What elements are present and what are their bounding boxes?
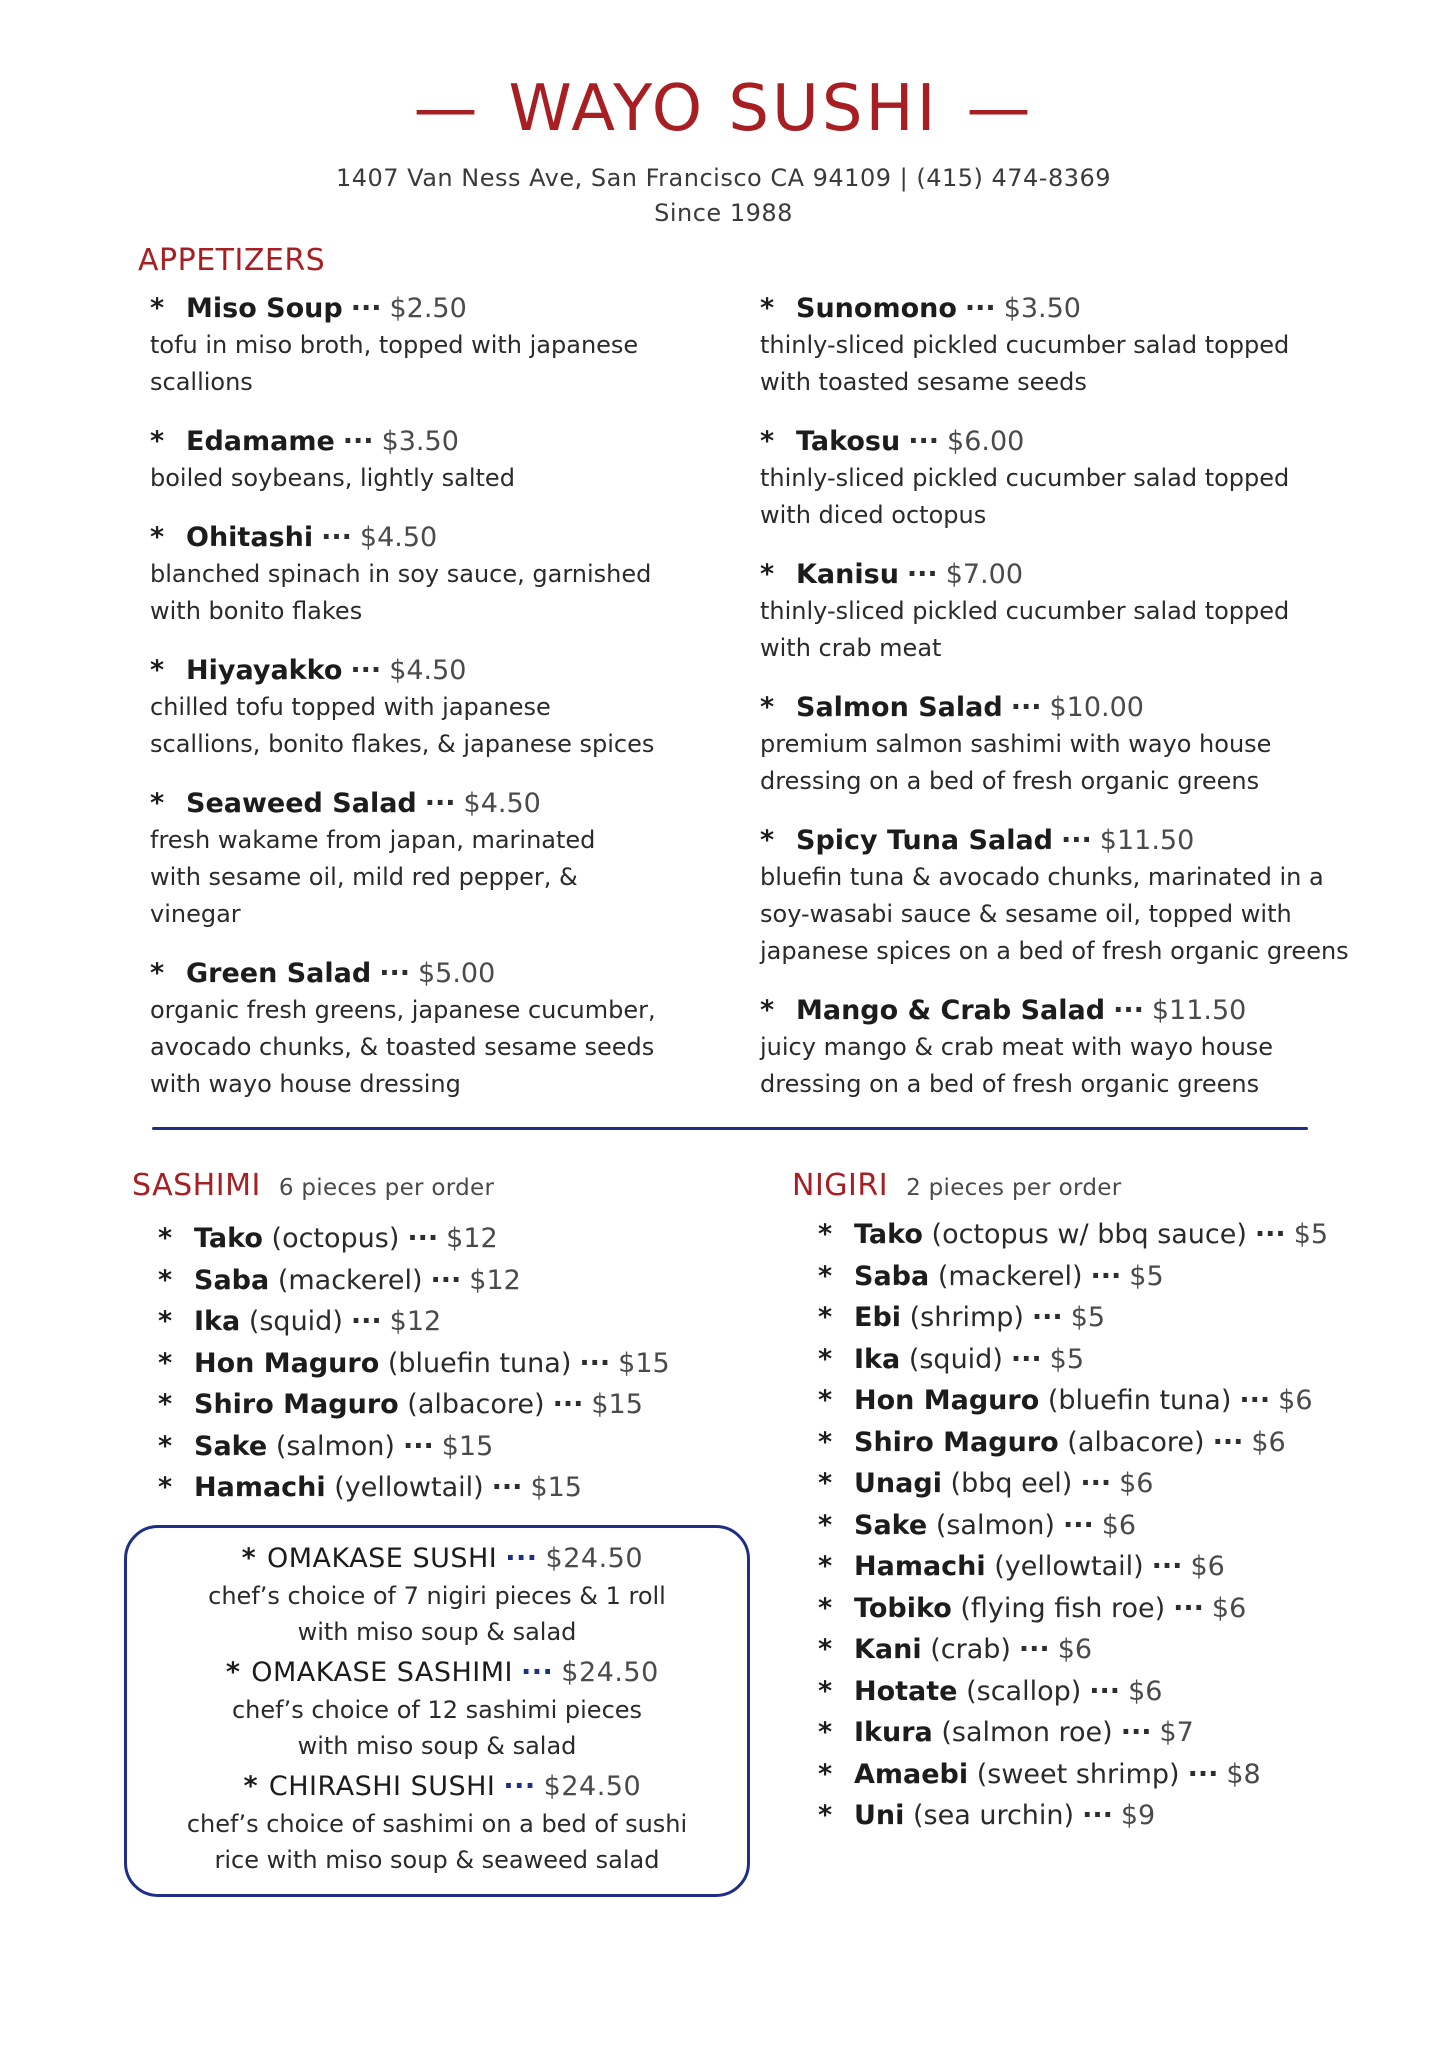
dots-separator: ··· [1080,1468,1112,1499]
special-item [124,1768,750,1878]
item-name: Hon Maguro [194,1347,380,1379]
item-description: soy-wasabi sauce & sesame oil, topped with [760,900,1292,928]
special-name: OMAKASE SASHIMI [251,1657,513,1688]
star-icon: * [818,1758,833,1790]
star-icon: * [150,522,165,553]
special-description: chef’s choice of 12 sashimi pieces [231,1696,643,1724]
item-description: dressing on a bed of fresh organic greens [760,1070,1260,1098]
item-detail: (sea urchin) [913,1800,1075,1831]
dots-separator: ··· [424,788,456,819]
special-description: with miso soup & salad [297,1732,577,1760]
dots-separator: ··· [321,522,352,553]
item-name: Hamachi [854,1551,986,1582]
item-description: scallions, bonito flakes, & japanese spices [150,730,655,758]
star-icon: * [818,1468,833,1499]
item-detail: (octopus w/ bbq sauce) [931,1219,1247,1250]
item-detail: (scallop) [966,1675,1082,1707]
list-item [818,1671,1378,1713]
star-icon: * [760,293,775,324]
star-icon: * [818,1219,833,1250]
special-name: OMAKASE SUSHI [266,1543,498,1574]
nigiri-heading [792,1168,1122,1203]
menu-item-line [760,556,1360,593]
item-price: $15 [530,1472,582,1503]
item-name: Seaweed Salad [186,788,417,819]
item-description: avocado chunks, & toasted sesame seeds [150,1033,655,1061]
star-icon: * [241,1543,257,1574]
star-icon: * [818,1509,833,1541]
item-price: $8 [1226,1758,1261,1790]
star-icon: * [158,1264,173,1296]
dots-separator: ··· [579,1347,611,1379]
since-line: Since 1988 [654,199,793,227]
star-icon: * [150,426,165,457]
item-price: $4.50 [463,788,541,819]
dots-separator: ··· [379,958,410,989]
item-name: Ebi [854,1302,902,1333]
item-name: Mango & Crab Salad [796,995,1106,1026]
dots-separator: ··· [906,559,938,590]
dots-separator: ··· [491,1472,523,1503]
special-item-line [124,1768,750,1806]
item-price: $6 [1101,1509,1137,1541]
menu-item [150,652,740,763]
star-icon: * [818,1302,833,1333]
item-detail: (salmon roe) [941,1717,1113,1748]
dots-separator: ··· [552,1389,584,1420]
list-item [818,1422,1378,1464]
list-item [158,1343,718,1385]
item-name: Ika [854,1343,901,1375]
section-divider [152,1127,1308,1130]
sashimi-heading [132,1168,494,1203]
item-description: blanched spinach in soy sauce, garnished [150,560,652,588]
item-name: Kani [854,1634,922,1665]
title-dash-right: — [966,72,1034,146]
item-price: $12 [389,1306,442,1337]
item-description: boiled soybeans, lightly salted [150,464,515,492]
dots-separator: ··· [1090,1260,1122,1292]
star-icon: * [158,1306,173,1337]
item-description: with sesame oil, mild red pepper, & [150,863,578,891]
dots-separator: ··· [1010,692,1042,723]
dots-separator: ··· [521,1657,554,1688]
list-item [818,1339,1378,1381]
item-detail: (yellowtail) [334,1472,484,1503]
menu-item [150,519,740,630]
item-description: fresh wakame from japan, marinated [150,826,596,854]
dots-separator: ··· [402,1430,434,1462]
item-description: tofu in miso broth, topped with japanese [150,331,639,359]
item-description: with wayo house dressing [150,1070,461,1098]
item-description: thinly-sliced pickled cucumber salad topped [760,597,1290,625]
star-icon: * [760,692,775,723]
item-detail: (octopus) [271,1223,400,1254]
star-icon: * [150,655,165,686]
item-name: Saba [194,1264,270,1296]
item-price: $10.00 [1049,692,1144,723]
special-price: $24.50 [545,1543,644,1574]
page-title [0,72,1447,146]
special-description: chef’s choice of sashimi on a bed of sushi [186,1810,688,1838]
item-description: thinly-sliced pickled cucumber salad topped [760,331,1290,359]
item-detail: (sweet shrimp) [976,1758,1180,1790]
item-name: Tako [194,1223,263,1254]
item-detail: (squid) [908,1343,1003,1375]
dots-separator: ··· [407,1223,439,1254]
dots-separator: ··· [1120,1717,1152,1748]
special-name: CHIRASHI SUSHI [268,1771,496,1802]
item-price: $6.00 [947,426,1025,457]
star-icon: * [818,1260,833,1292]
list-item [158,1301,718,1343]
item-description: with toasted sesame seeds [760,368,1087,396]
sashimi-note: 6 pieces per order [278,1175,495,1201]
item-detail: (yellowtail) [994,1551,1144,1582]
appetizers-heading [138,243,325,278]
item-description: with diced octopus [760,501,987,529]
star-icon: * [760,825,775,856]
special-item-line [124,1540,750,1578]
star-icon: * [150,958,165,989]
dots-separator: ··· [430,1264,462,1296]
item-detail: (flying fish roe) [960,1592,1166,1624]
menu-item-line [150,785,740,822]
list-item [818,1754,1378,1796]
item-name: Uni [854,1800,905,1831]
menu-item-line [150,423,740,460]
star-icon: * [243,1771,259,1802]
item-name: Miso Soup [186,293,343,324]
list-item [158,1426,718,1468]
item-price: $6 [1190,1551,1225,1582]
star-icon: * [150,788,165,819]
item-price: $3.50 [381,426,459,457]
menu-item-line [150,955,740,992]
item-price: $12 [446,1223,498,1254]
nigiri-list [818,1214,1378,1837]
item-price: $11.50 [1151,995,1247,1026]
sashimi-heading-label: SASHIMI [132,1168,261,1203]
star-icon: * [818,1343,833,1375]
dots-separator: ··· [1173,1592,1204,1624]
list-item [818,1795,1378,1837]
item-detail: (crab) [930,1634,1011,1665]
item-price: $12 [469,1264,521,1296]
special-item-line [124,1654,750,1692]
star-icon: * [818,1592,833,1624]
dots-separator: ··· [1187,1758,1219,1790]
item-price: $9 [1120,1800,1156,1831]
item-price: $2.50 [389,293,467,324]
star-icon: * [225,1657,241,1688]
item-description: japanese spices on a bed of fresh organic greens [760,937,1349,965]
sashimi-list [158,1218,718,1509]
item-name: Green Salad [186,958,372,989]
item-name: Tobiko [854,1592,952,1624]
item-description: organic fresh greens, japanese cucumber, [150,996,656,1024]
dots-separator: ··· [1239,1385,1271,1416]
item-name: Sake [194,1430,268,1462]
item-name: Sunomono [796,293,957,324]
nigiri-heading-label: NIGIRI [792,1168,889,1203]
star-icon: * [760,426,775,457]
dots-separator: ··· [1113,995,1144,1026]
special-item [124,1540,750,1650]
dots-separator: ··· [908,426,940,457]
item-name: Hon Maguro [854,1385,1040,1416]
item-name: Amaebi [854,1758,969,1790]
item-price: $15 [618,1347,670,1379]
item-price: $6 [1128,1675,1163,1707]
menu-item [760,290,1360,401]
item-name: Unagi [854,1468,942,1499]
dots-separator: ··· [350,293,382,324]
restaurant-name: WAYO SUSHI [508,72,939,146]
star-icon: * [818,1675,833,1707]
item-detail: (salmon) [275,1430,395,1462]
item-name: Ohitashi [186,522,314,553]
menu-item-line [150,290,740,327]
item-name: Salmon Salad [796,692,1003,723]
star-icon: * [760,559,775,590]
item-price: $6 [1119,1468,1154,1499]
dots-separator: ··· [1061,825,1092,856]
item-name: Edamame [186,426,335,457]
list-item [818,1297,1378,1339]
special-item [124,1654,750,1764]
special-description: with miso soup & salad [297,1618,577,1646]
item-name: Shiro Maguro [194,1389,399,1420]
dots-separator: ··· [1212,1426,1244,1458]
item-detail: (salmon) [935,1509,1055,1541]
item-description: with crab meat [760,634,942,662]
dots-separator: ··· [964,293,996,324]
menu-item [760,689,1360,800]
list-item [818,1380,1378,1422]
menu-item-line [150,652,740,689]
list-item [818,1629,1378,1671]
dots-separator: ··· [503,1771,536,1802]
item-detail: (albacore) [407,1389,545,1420]
star-icon: * [818,1426,833,1458]
item-description: scallions [150,368,253,396]
dots-separator: ··· [342,426,374,457]
list-item [158,1384,718,1426]
list-item [158,1467,718,1509]
appetizers-heading-label: APPETIZERS [138,243,326,278]
menu-item [760,423,1360,534]
menu-item [150,423,740,497]
item-price: $6 [1211,1592,1247,1624]
appetizers-left-column [150,290,740,1125]
item-price: $6 [1057,1634,1093,1665]
star-icon: * [158,1430,173,1462]
item-price: $5.00 [417,958,496,989]
menu-item [150,955,740,1103]
item-price: $7.00 [945,559,1023,590]
star-icon: * [150,293,165,324]
dots-separator: ··· [1151,1551,1183,1582]
star-icon: * [818,1634,833,1665]
menu-item [760,822,1360,970]
item-description: thinly-sliced pickled cucumber salad topped [760,464,1290,492]
list-item [818,1505,1378,1547]
item-detail: (bbq eel) [950,1468,1073,1499]
list-item [818,1588,1378,1630]
item-description: vinegar [150,900,241,928]
item-name: Takosu [796,426,901,457]
dots-separator: ··· [1254,1219,1286,1250]
item-price: $5 [1293,1219,1329,1250]
dots-separator: ··· [1089,1675,1121,1707]
list-item [158,1218,718,1260]
item-name: Hotate [854,1675,958,1707]
star-icon: * [158,1389,173,1420]
star-icon: * [760,995,775,1026]
address-line: 1407 Van Ness Ave, San Francisco CA 94109 | (415) 474-8369 [335,164,1112,192]
item-description: chilled tofu topped with japanese [150,693,551,721]
menu-item [760,556,1360,667]
item-description: premium salmon sashimi with wayo house [760,730,1272,758]
item-name: Spicy Tuna Salad [796,825,1054,856]
item-price: $3.50 [1003,293,1081,324]
item-detail: (albacore) [1067,1426,1205,1458]
menu-item [150,785,740,933]
item-price: $5 [1129,1260,1164,1292]
special-description: rice with miso soup & seaweed salad [214,1846,660,1874]
item-name: Hamachi [194,1472,326,1503]
item-detail: (bluefin tuna) [1047,1385,1232,1416]
item-name: Kanisu [796,559,899,590]
special-price: $24.50 [543,1771,642,1802]
item-detail: (squid) [248,1306,343,1337]
item-name: Shiro Maguro [854,1426,1059,1458]
specials-list [124,1540,750,1882]
item-name: Ikura [854,1717,933,1748]
item-description: juicy mango & crab meat with wayo house [760,1033,1274,1061]
menu-item-line [760,689,1360,726]
dots-separator: ··· [1062,1509,1094,1541]
star-icon: * [818,1717,833,1748]
dots-separator: ··· [1010,1343,1042,1375]
item-price: $11.50 [1099,825,1195,856]
star-icon: * [158,1347,173,1379]
list-item [818,1546,1378,1588]
item-name: Sake [854,1509,928,1541]
dots-separator: ··· [350,655,382,686]
list-item [158,1260,718,1302]
item-description: bluefin tuna & avocado chunks, marinated in a [760,863,1324,891]
dots-separator: ··· [350,1306,382,1337]
item-description: dressing on a bed of fresh organic greens [760,767,1260,795]
item-detail: (bluefin tuna) [387,1347,572,1379]
item-price: $7 [1159,1717,1194,1748]
star-icon: * [818,1385,833,1416]
star-icon: * [158,1472,173,1503]
star-icon: * [158,1223,173,1254]
dots-separator: ··· [1082,1800,1113,1831]
item-price: $4.50 [389,655,467,686]
item-price: $5 [1070,1302,1106,1333]
title-dash-left: — [413,72,481,146]
item-name: Hiyayakko [186,655,343,686]
menu-item [760,992,1360,1103]
item-description: with bonito flakes [150,597,363,625]
item-price: $5 [1049,1343,1084,1375]
item-price: $4.50 [359,522,438,553]
dots-separator: ··· [1018,1634,1050,1665]
dots-separator: ··· [505,1543,538,1574]
item-price: $15 [441,1430,494,1462]
item-detail: (mackerel) [277,1264,423,1296]
item-detail: (shrimp) [909,1302,1024,1333]
list-item [818,1712,1378,1754]
item-name: Ika [194,1306,241,1337]
appetizers-right-column [760,290,1360,1125]
item-detail: (mackerel) [937,1260,1083,1292]
star-icon: * [818,1551,833,1582]
menu-item-line [760,423,1360,460]
star-icon: * [818,1800,833,1831]
list-item [818,1214,1378,1256]
list-item [818,1463,1378,1505]
special-price: $24.50 [561,1657,659,1688]
menu-item [150,290,740,401]
menu-item-line [150,519,740,556]
special-description: chef’s choice of 7 nigiri pieces & 1 roll [208,1582,666,1610]
list-item [818,1256,1378,1298]
item-name: Saba [854,1260,930,1292]
menu-item-line [760,992,1360,1029]
item-price: $6 [1251,1426,1286,1458]
menu-item-line [760,822,1360,859]
item-price: $6 [1278,1385,1313,1416]
menu-item-line [760,290,1360,327]
item-name: Tako [854,1219,923,1250]
dots-separator: ··· [1031,1302,1063,1333]
item-price: $15 [591,1389,643,1420]
nigiri-note: 2 pieces per order [906,1175,1122,1201]
